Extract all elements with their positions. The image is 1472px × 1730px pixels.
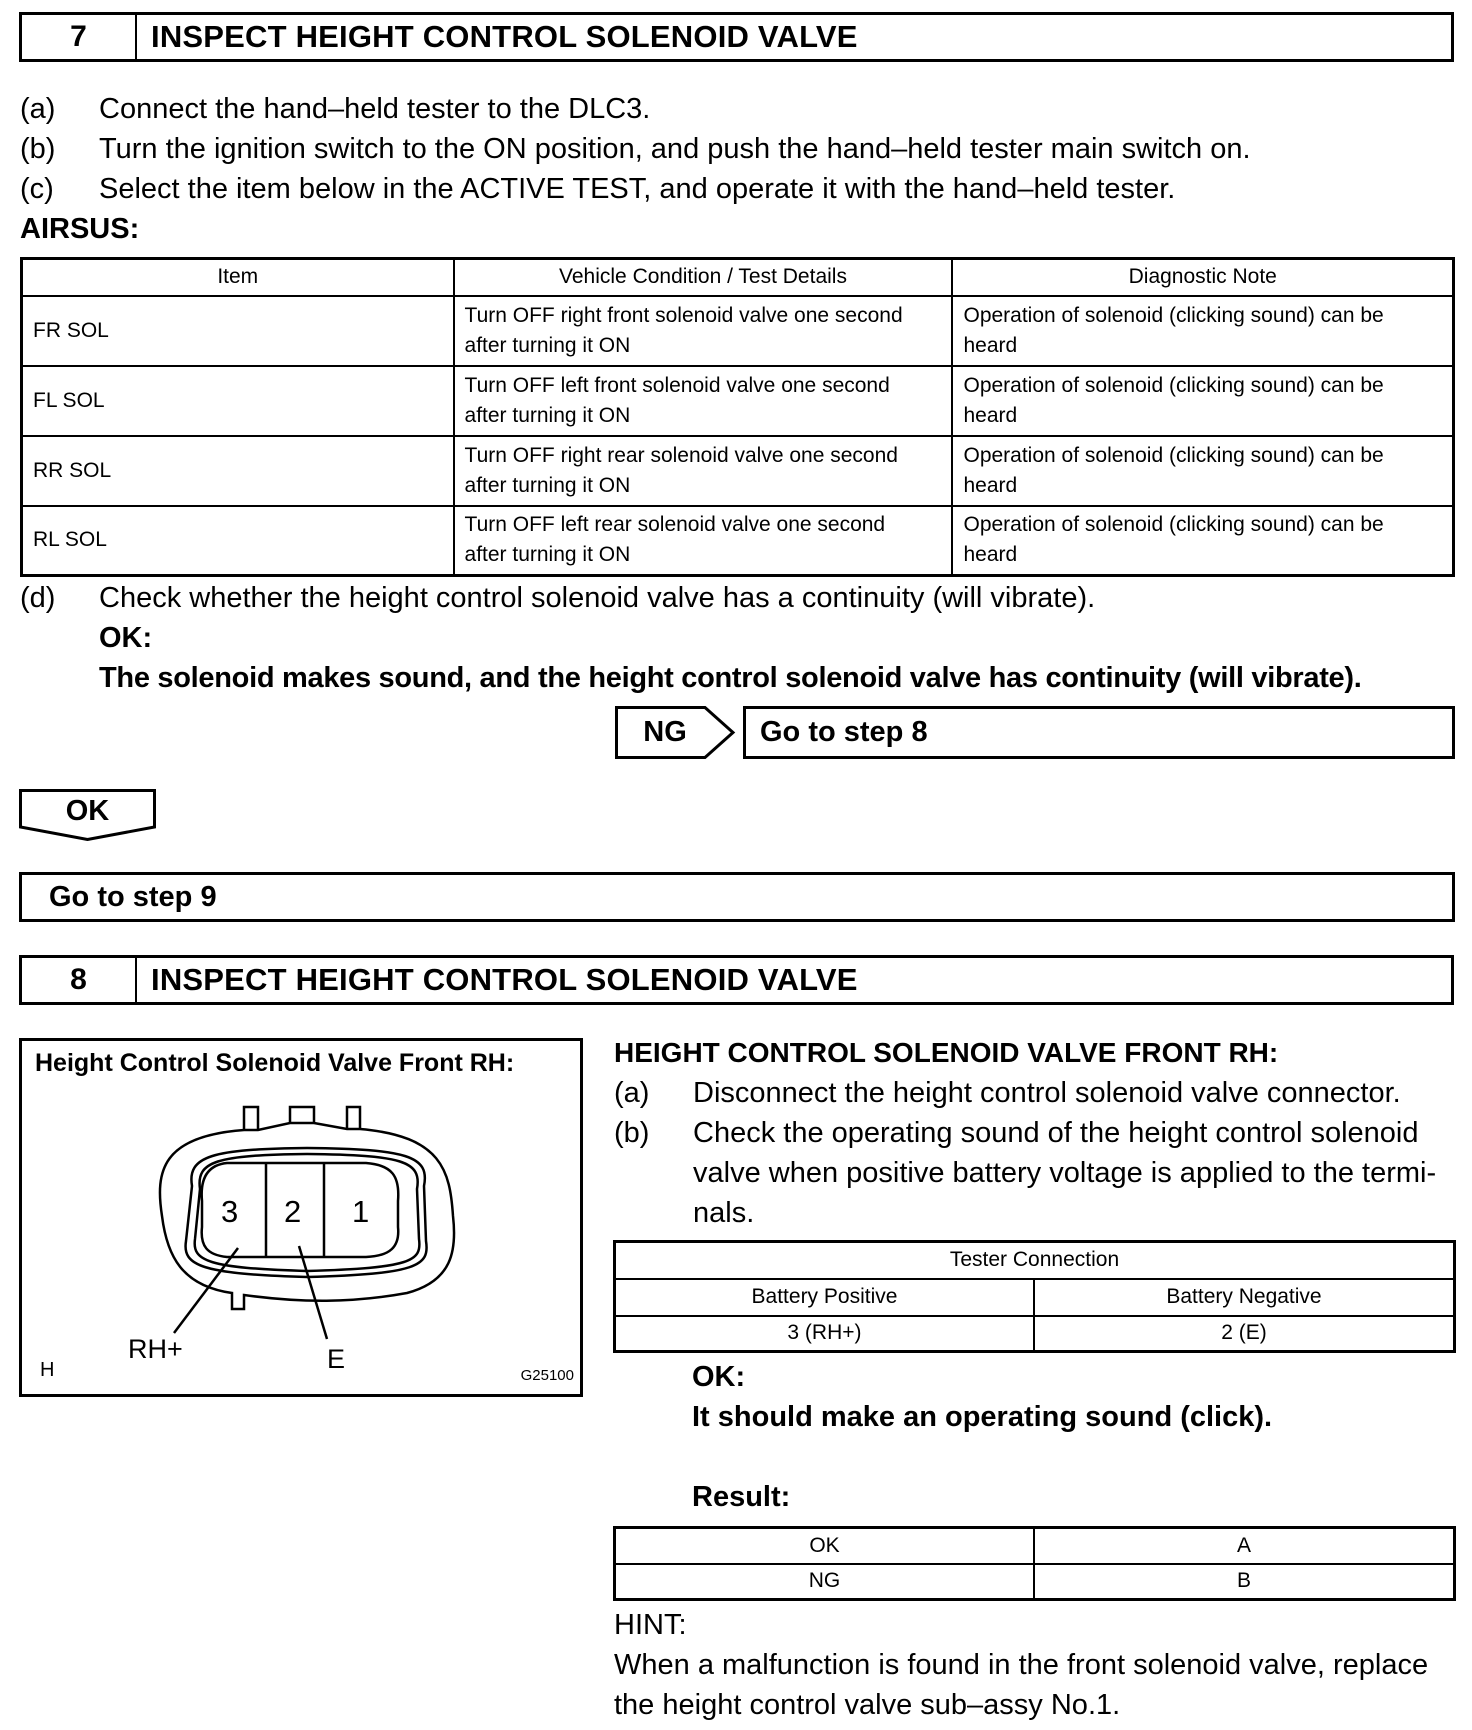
cell-text: heard <box>963 403 1018 427</box>
cell-text: Turn OFF right front solenoid valve one second <box>464 303 903 327</box>
cell-text: after turning it ON <box>464 333 631 357</box>
step-8-header <box>19 955 1454 1005</box>
cell-text: Operation of solenoid (clicking sound) can be <box>963 443 1384 467</box>
instruction-text: nals. <box>693 1197 755 1229</box>
instruction-text: valve when positive battery voltage is applied to the termi- <box>693 1157 1437 1189</box>
valve-heading: HEIGHT CONTROL SOLENOID VALVE FRONT RH: <box>614 1037 1279 1068</box>
active-test-table <box>20 257 1455 577</box>
ok-tag <box>19 789 156 841</box>
e-callout: E <box>327 1344 346 1374</box>
cell-text: Turn OFF left front solenoid valve one second <box>464 373 890 397</box>
step8-instruction-b <box>614 1113 1464 1233</box>
cell-text: heard <box>963 473 1018 497</box>
note-cell <box>952 506 1453 576</box>
table-header-row <box>615 1279 1455 1316</box>
table-header-row <box>22 259 1454 296</box>
figure-title: Height Control Solenoid Valve Front RH: <box>35 1049 515 1077</box>
hint-text-line-2: the height control valve sub–assy No.1. <box>614 1689 1121 1721</box>
connector-figure <box>19 1038 583 1397</box>
tester-connection-title: Tester Connection <box>615 1242 1455 1279</box>
cell-text: heard <box>963 333 1018 357</box>
table-row <box>615 1316 1455 1352</box>
cell-text: Operation of solenoid (clicking sound) can be <box>963 303 1384 327</box>
item-cell: FR SOL <box>22 296 454 366</box>
battery-positive-value: 3 (RH+) <box>615 1316 1034 1352</box>
battery-negative-value: 2 (E) <box>1034 1316 1455 1352</box>
condition-cell <box>454 366 953 436</box>
cell-text: heard <box>963 543 1018 567</box>
instruction-label: (d) <box>20 582 56 614</box>
result-label: Result: <box>692 1481 791 1513</box>
proceed-cell: B <box>1034 1564 1454 1600</box>
item-cell: RR SOL <box>22 436 454 506</box>
terminal-3-label: 3 <box>221 1194 239 1229</box>
ok-label: OK: <box>692 1361 746 1393</box>
instruction-text: Connect the hand–held tester to the DLC3. <box>99 93 651 125</box>
condition-cell <box>454 296 953 366</box>
figure-id: G25100 <box>520 1367 574 1384</box>
cell-text: Operation of solenoid (clicking sound) can be <box>963 373 1384 397</box>
tester-connection-table <box>613 1240 1456 1353</box>
cell-text: Turn OFF right rear solenoid valve one second <box>464 443 898 467</box>
step-7-header <box>19 12 1454 62</box>
ok-tag-label: OK <box>65 795 110 827</box>
table-row <box>615 1528 1455 1564</box>
instruction-text: Check whether the height control solenoid valve has a continuity (will vibrate). <box>99 582 1096 614</box>
go-to-step-8-label[interactable]: Go to step 8 <box>760 716 928 748</box>
condition-cell <box>454 436 953 506</box>
instruction-text: Select the item below in the ACTIVE TEST, and operate it with the hand–held tester. <box>99 173 1176 205</box>
table-row <box>615 1564 1455 1600</box>
instruction-label: (a) <box>20 93 56 125</box>
instruction-label: (a) <box>614 1077 650 1109</box>
step-title: INSPECT HEIGHT CONTROL SOLENOID VALVE <box>151 962 858 997</box>
step-title: INSPECT HEIGHT CONTROL SOLENOID VALVE <box>151 19 858 54</box>
condition-cell <box>454 506 953 576</box>
instruction-label: (b) <box>20 133 56 165</box>
step-number: 8 <box>22 958 137 1002</box>
instruction-text: Disconnect the height control solenoid valve connector. <box>693 1077 1401 1109</box>
item-cell: RL SOL <box>22 506 454 576</box>
note-cell <box>952 296 1453 366</box>
terminal-1-label: 1 <box>352 1194 370 1229</box>
table-row <box>22 506 1454 576</box>
note-cell <box>952 366 1453 436</box>
go-to-step-8-box[interactable] <box>743 706 1455 759</box>
column-header: Item <box>22 259 454 296</box>
proceed-cell: A <box>1034 1528 1454 1564</box>
result-cell: OK <box>615 1528 1035 1564</box>
instruction-text: Turn the ignition switch to the ON position, and push the hand–held tester main switch on. <box>99 133 1251 165</box>
column-header: Battery Positive <box>615 1279 1034 1316</box>
ng-tag <box>615 706 737 759</box>
cell-text: Turn OFF left rear solenoid valve one second <box>464 513 886 537</box>
instruction-label: (c) <box>20 173 54 205</box>
ok-label: OK: <box>99 622 153 654</box>
cell-text: after turning it ON <box>464 403 631 427</box>
column-header: Diagnostic Note <box>952 259 1453 296</box>
result-cell: NG <box>615 1564 1035 1600</box>
table-row <box>22 296 1454 366</box>
step-number: 7 <box>22 15 137 59</box>
airsus-subheading: AIRSUS: <box>20 213 140 245</box>
rh-plus-callout: RH+ <box>128 1334 183 1364</box>
item-cell: FL SOL <box>22 366 454 436</box>
go-to-step-9-label[interactable]: Go to step 9 <box>49 881 217 913</box>
column-header: Vehicle Condition / Test Details <box>454 259 953 296</box>
go-to-step-9-box[interactable] <box>19 872 1455 922</box>
table-row <box>22 436 1454 506</box>
ng-tag-label: NG <box>643 716 687 748</box>
cell-text: after turning it ON <box>464 543 631 567</box>
table-header-row <box>615 1242 1455 1279</box>
instruction-label: (b) <box>614 1117 650 1149</box>
instruction-text: Check the operating sound of the height control solenoid <box>693 1117 1419 1149</box>
ok-specification: The solenoid makes sound, and the height control solenoid valve has continuity (will vibrate). <box>99 662 1362 694</box>
result-table <box>613 1526 1456 1601</box>
note-cell <box>952 436 1453 506</box>
cell-text: Operation of solenoid (clicking sound) can be <box>963 513 1384 537</box>
hint-label: HINT: <box>614 1609 687 1641</box>
cell-text: after turning it ON <box>464 473 631 497</box>
table-row <box>22 366 1454 436</box>
hint-text-line-1: When a malfunction is found in the front solenoid valve, replace <box>614 1649 1429 1681</box>
terminal-2-label: 2 <box>284 1194 302 1229</box>
column-header: Battery Negative <box>1034 1279 1455 1316</box>
figure-corner-label: H <box>40 1359 55 1381</box>
ok-specification: It should make an operating sound (click). <box>692 1401 1273 1433</box>
